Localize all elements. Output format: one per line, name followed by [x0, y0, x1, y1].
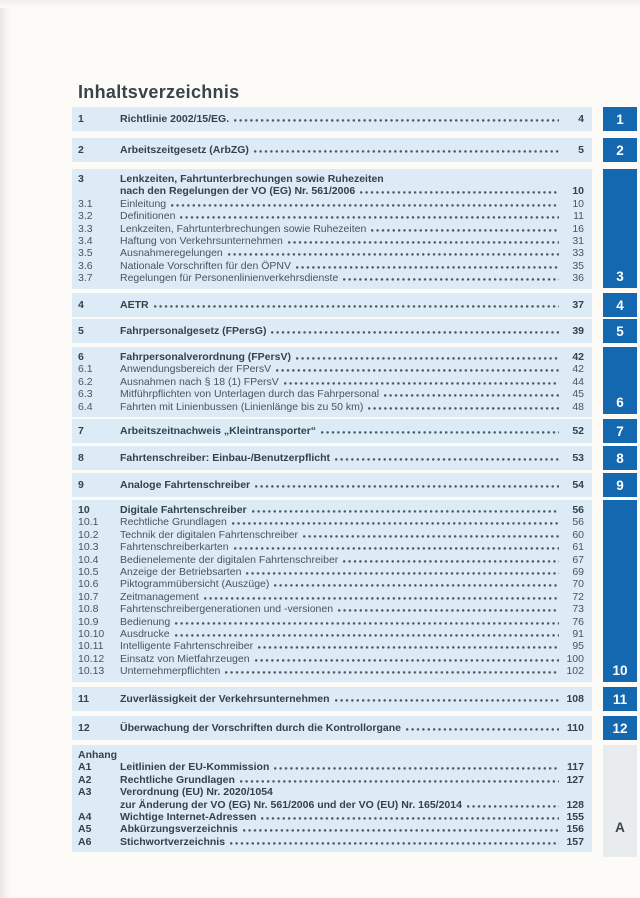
- toc-entry-number: 5: [78, 324, 84, 337]
- toc-section-block-8: [72, 446, 592, 470]
- toc-entry-title: Wichtige Internet-Adressen: [120, 811, 257, 824]
- thumb-tab-label: 2: [616, 142, 624, 158]
- toc-row: [72, 722, 584, 734]
- dot-leader: [274, 761, 559, 770]
- toc-row: [72, 185, 584, 197]
- dot-leader: [335, 452, 559, 461]
- toc-entry-title: Arbeitszeitnachweis „Kleintransporter“: [120, 424, 317, 437]
- dot-leader: [230, 836, 559, 845]
- toc-section-block-3: [72, 169, 592, 289]
- toc-entry-title: Einsatz von Mietfahrzeugen: [120, 652, 250, 665]
- toc-entry-title: Analoge Fahrtenschreiber: [120, 478, 251, 491]
- toc-row: [72, 452, 584, 464]
- dot-leader: [234, 541, 559, 550]
- toc-row: [72, 260, 584, 272]
- toc-entry-number: 3.4: [78, 235, 93, 248]
- toc-entry-number: 10: [78, 504, 90, 516]
- toc-entry-title: Überwachung der Vorschriften durch die Kontrollorgane: [120, 721, 402, 734]
- dot-leader: [180, 210, 559, 219]
- thumb-tab-8: [603, 446, 637, 470]
- toc-entry-title: Ausdrucke: [120, 628, 170, 641]
- dot-leader: [234, 113, 559, 122]
- toc-entry-page-number: 44: [572, 375, 584, 388]
- dot-leader: [255, 479, 559, 488]
- toc-entry-number: 10.9: [78, 615, 99, 628]
- toc-entry-number: 1: [78, 112, 84, 125]
- toc-row: [72, 351, 584, 363]
- toc-entry-number: 8: [78, 451, 84, 464]
- toc-entry-title: Richtlinie 2002/15/EG.: [120, 112, 230, 125]
- toc-entry-page-number: 5: [578, 143, 584, 156]
- toc-section-block-11: [72, 687, 592, 711]
- toc-entry-number: 3.2: [78, 210, 93, 223]
- thumb-tab-1: [603, 107, 637, 131]
- toc-entry-page-number: 61: [572, 541, 584, 554]
- toc-section-block-2: [72, 138, 592, 162]
- scan-left-edge-shadow: [0, 0, 12, 898]
- thumb-tab-3: [603, 169, 637, 288]
- toc-entry-number: 3.6: [78, 259, 93, 272]
- toc-row: [72, 325, 584, 337]
- toc-row: [72, 811, 584, 823]
- dot-leader: [368, 401, 559, 410]
- toc-entry-page-number: 53: [572, 451, 584, 464]
- toc-row: [72, 272, 584, 284]
- toc-entry-page-number: 156: [566, 823, 584, 836]
- toc-entry-title: Einleitung: [120, 197, 167, 210]
- dot-leader: [254, 144, 559, 153]
- toc-entry-page-number: 42: [572, 351, 584, 363]
- toc-entry-number: Anhang: [78, 749, 118, 761]
- toc-entry-number: 10.5: [78, 566, 99, 579]
- toc-row: [72, 578, 584, 590]
- dot-leader: [175, 628, 559, 637]
- thumb-tab-label: 8: [616, 450, 624, 466]
- dot-leader: [321, 425, 559, 434]
- dot-leader: [175, 616, 559, 625]
- toc-entry-title: Mitführpflichten von Unterlagen durch das Fahrpersonal: [120, 388, 380, 401]
- dot-leader: [384, 388, 559, 397]
- dot-leader: [255, 653, 559, 662]
- thumb-tab-label: 5: [616, 323, 624, 339]
- toc-row: [72, 749, 584, 761]
- thumb-tab-4: [603, 293, 637, 317]
- page-title: Inhaltsverzeichnis: [78, 82, 240, 102]
- toc-row: [72, 693, 584, 705]
- toc-entry-number: 4: [78, 298, 84, 311]
- dot-leader: [335, 693, 559, 702]
- dot-leader: [258, 640, 559, 649]
- toc-row: [72, 235, 584, 247]
- toc-entry-number: A4: [78, 811, 92, 824]
- toc-entry-number: 10.8: [78, 603, 99, 616]
- dot-leader: [252, 504, 559, 513]
- toc-entry-page-number: 108: [566, 692, 584, 705]
- toc-entry-page-number: 16: [572, 222, 584, 235]
- toc-entry-number: 6.3: [78, 388, 93, 401]
- toc-entry-page-number: 157: [566, 835, 584, 848]
- toc-row: [72, 223, 584, 235]
- toc-entry-number: A5: [78, 823, 92, 836]
- toc-entry-title: Fahrtenschreiberkarten: [120, 541, 229, 554]
- toc-entry-title: Anwendungsbereich der FPersV: [120, 363, 272, 376]
- dot-leader: [303, 529, 559, 538]
- toc-entry-title: Rechtliche Grundlagen: [120, 516, 227, 529]
- toc-row: [72, 299, 584, 311]
- toc-section-block-7: [72, 419, 592, 443]
- toc-entry-page-number: 52: [572, 424, 584, 437]
- toc-row: [72, 210, 584, 222]
- toc-entry-title: Rechtliche Grundlagen: [120, 773, 235, 786]
- toc-entry-number: 10.12: [78, 652, 105, 665]
- toc-entry-page-number: 95: [572, 640, 584, 653]
- toc-section-block-1: [72, 107, 592, 131]
- toc-section-block-13: [72, 745, 592, 852]
- dot-leader: [389, 173, 559, 182]
- toc-row: [72, 247, 584, 259]
- scan-top-edge-shadow: [0, 0, 640, 8]
- dot-leader: [467, 799, 559, 808]
- toc-entry-title: Piktogrammübersicht (Auszüge): [120, 578, 270, 591]
- toc-entry-page-number: 37: [572, 298, 584, 311]
- toc-entry-number: 9: [78, 478, 84, 491]
- dot-leader: [271, 325, 559, 334]
- toc-entry-title: Ausnahmeregelungen: [120, 247, 223, 260]
- toc-entry-number: 12: [78, 721, 90, 734]
- thumb-tab-label: 4: [616, 297, 624, 313]
- toc-row: [72, 504, 584, 516]
- dot-leader: [343, 272, 559, 281]
- toc-entry-number: 10.1: [78, 516, 99, 529]
- thumb-tab-7: [603, 419, 637, 443]
- toc-row: [72, 665, 584, 677]
- dot-leader: [360, 185, 559, 194]
- toc-entry-title: Unternehmerpflichten: [120, 665, 221, 678]
- dot-leader: [225, 665, 559, 674]
- toc-entry-number: 10.6: [78, 578, 99, 591]
- toc-entry-title: Fahrtenschreiber: Einbau-/Benutzerpflicht: [120, 451, 331, 464]
- thumb-tab-6: [603, 347, 637, 414]
- toc-entry-title: Lenkzeiten, Fahrtunterbrechungen sowie Ruhezeiten: [120, 173, 384, 185]
- toc-entry-number: 10.2: [78, 528, 99, 541]
- toc-entry-number: 10.3: [78, 541, 99, 554]
- toc-entry-title: Regelungen für Personenlinienverkehrsdienste: [120, 272, 339, 285]
- toc-entry-page-number: 67: [572, 553, 584, 566]
- dot-leader: [232, 516, 559, 525]
- dot-leader: [276, 363, 559, 372]
- toc-entry-page-number: 60: [572, 528, 584, 541]
- toc-row: [72, 541, 584, 553]
- toc-entry-title: Leitlinien der EU-Kommission: [120, 761, 270, 774]
- toc-entry-number: 2: [78, 143, 84, 156]
- dot-leader: [261, 811, 559, 820]
- toc-entry-number: 6: [78, 351, 84, 363]
- toc-row: [72, 823, 584, 835]
- toc-entry-number: 3.3: [78, 222, 93, 235]
- dot-leader: [278, 786, 559, 795]
- toc-entry-number: A2: [78, 773, 92, 786]
- toc-entry-number: 3.1: [78, 197, 93, 210]
- toc-entry-title: Technik der digitalen Fahrtenschreiber: [120, 528, 299, 541]
- toc-row: [72, 376, 584, 388]
- toc-entry-title: Abkürzungsverzeichnis: [120, 823, 238, 836]
- toc-entry-page-number: 102: [566, 665, 584, 678]
- toc-section-block-9: [72, 473, 592, 497]
- toc-row: [72, 836, 584, 848]
- toc-row: [72, 173, 584, 185]
- toc-row: [72, 388, 584, 400]
- toc-row: [72, 479, 584, 491]
- toc-entry-page-number: 56: [572, 504, 584, 516]
- thumb-tab-5: [603, 319, 637, 343]
- toc-entry-page-number: 127: [566, 773, 584, 786]
- toc-entry-page-number: 54: [572, 478, 584, 491]
- toc-row: [72, 529, 584, 541]
- toc-section-block-6: [72, 347, 592, 417]
- toc-entry-number: 3.7: [78, 272, 93, 285]
- toc-entry-page-number: 110: [567, 721, 584, 734]
- toc-row: [72, 799, 584, 811]
- thumb-tab-A: [603, 745, 637, 857]
- toc-entry-page-number: 100: [566, 652, 584, 665]
- thumb-tab-9: [603, 473, 637, 497]
- toc-entry-title: Haftung von Verkehrsunternehmen: [120, 235, 283, 248]
- toc-entry-number: 3.5: [78, 247, 93, 260]
- toc-entry-page-number: 73: [572, 603, 584, 616]
- toc-section-block-5: [72, 319, 592, 343]
- dot-leader: [171, 198, 559, 207]
- toc-section-block-12: [72, 716, 592, 740]
- toc-entry-number: A6: [78, 835, 92, 848]
- thumb-tab-label: 12: [612, 720, 628, 736]
- toc-entry-title: Definitionen: [120, 210, 176, 223]
- toc-entry-title: Nationale Vorschriften für den ÖPNV: [120, 259, 292, 272]
- toc-entry-page-number: 11: [573, 210, 584, 223]
- toc-entry-number: 10.4: [78, 553, 99, 566]
- dot-leader: [228, 247, 559, 256]
- toc-entry-title: Bedienelemente der digitalen Fahrtenschreiber: [120, 553, 339, 566]
- toc-entry-number: 3: [78, 173, 84, 185]
- toc-entry-number: 10.13: [78, 665, 105, 678]
- toc-entry-number: 10.11: [78, 640, 104, 653]
- toc-row: [72, 554, 584, 566]
- dot-leader: [288, 235, 559, 244]
- dot-leader: [246, 566, 559, 575]
- toc-entry-page-number: 117: [567, 761, 584, 774]
- toc-row: [72, 363, 584, 375]
- toc-entry-title: zur Änderung der VO (EG) Nr. 561/2006 und der VO (EU) Nr. 165/2014: [120, 798, 462, 811]
- toc-section-block-4: [72, 293, 592, 317]
- toc-row: [72, 640, 584, 652]
- toc-entry-number: 6.2: [78, 375, 93, 388]
- toc-entry-number: 6.4: [78, 400, 93, 413]
- toc-entry-title: Fahrpersonalverordnung (FPersV): [120, 351, 291, 363]
- thumb-tab-label: 7: [616, 423, 624, 439]
- dot-leader: [371, 223, 559, 232]
- toc-entry-page-number: 70: [572, 578, 584, 591]
- toc-row: [72, 198, 584, 210]
- toc-row: [72, 113, 584, 125]
- toc-row: [72, 401, 584, 413]
- toc-entry-page-number: 31: [572, 235, 584, 248]
- toc-entry-number: 7: [78, 424, 84, 437]
- toc-entry-title: Fahrpersonalgesetz (FPersG): [120, 324, 267, 337]
- toc-entry-title: Lenkzeiten, Fahrtunterbrechungen sowie Ruhezeiten: [120, 222, 367, 235]
- thumb-tab-12: [603, 716, 637, 740]
- dot-leader: [296, 351, 559, 360]
- toc-entry-page-number: 56: [572, 516, 584, 529]
- toc-entry-title: Bedienung: [120, 615, 171, 628]
- dot-leader: [243, 823, 559, 832]
- toc-entry-title: Digitale Fahrtenschreiber: [120, 504, 247, 516]
- dot-leader: [406, 722, 559, 731]
- toc-entry-title: AETR: [120, 298, 149, 311]
- toc-entry-number: A3: [78, 786, 92, 799]
- dot-leader: [154, 299, 559, 308]
- thumb-tab-10: [603, 500, 637, 682]
- toc-row: [72, 786, 584, 798]
- toc-entry-page-number: 10: [572, 197, 584, 210]
- toc-entry-number: 11: [78, 692, 90, 705]
- toc-entry-page-number: 42: [572, 363, 584, 376]
- toc-row: [72, 603, 584, 615]
- toc-entry-page-number: 155: [566, 811, 584, 824]
- thumb-tab-label: 9: [616, 477, 624, 493]
- toc-row: [72, 516, 584, 528]
- toc-entry-title: Stichwortverzeichnis: [120, 835, 226, 848]
- toc-entry-number: 10.7: [78, 590, 99, 603]
- toc-row: [72, 628, 584, 640]
- toc-row: [72, 653, 584, 665]
- thumb-tab-2: [603, 138, 637, 162]
- thumb-tab-label: A: [615, 820, 625, 835]
- toc-entry-page-number: 128: [566, 798, 584, 811]
- toc-entry-page-number: 10: [572, 185, 584, 198]
- dot-leader: [125, 749, 559, 758]
- toc-entry-page-number: 39: [572, 324, 584, 337]
- dot-leader: [204, 591, 559, 600]
- toc-entry-title: Arbeitszeitgesetz (ArbZG): [120, 143, 249, 156]
- toc-entry-title: nach den Regelungen der VO (EG) Nr. 561/2006: [120, 185, 356, 198]
- toc-row: [72, 774, 584, 786]
- dot-leader: [296, 260, 559, 269]
- toc-entry-title: Fahrten mit Linienbussen (Linienlänge bis zu 50 km): [120, 400, 364, 413]
- dot-leader: [338, 603, 559, 612]
- dot-leader: [240, 774, 559, 783]
- toc-entry-page-number: 45: [572, 388, 584, 401]
- toc-entry-number: 10.10: [78, 628, 105, 641]
- toc-entry-number: A1: [78, 761, 92, 774]
- toc-entry-title: Verordnung (EU) Nr. 2020/1054: [120, 786, 273, 799]
- toc-entry-page-number: 4: [578, 112, 584, 125]
- thumb-tab-label: 6: [616, 395, 624, 410]
- thumb-tab-label: 10: [612, 663, 628, 678]
- toc-entry-page-number: 35: [572, 259, 584, 272]
- toc-entry-page-number: 72: [572, 590, 584, 603]
- dot-leader: [343, 554, 559, 563]
- dot-leader: [284, 376, 559, 385]
- toc-entry-page-number: 91: [572, 628, 584, 641]
- toc-entry-title: Ausnahmen nach § 18 (1) FPersV: [120, 375, 279, 388]
- toc-entry-title: Fahrtenschreibergenerationen und -versionen: [120, 603, 334, 616]
- toc-entry-title: Zuverlässigkeit der Verkehrsunternehmen: [120, 692, 330, 705]
- toc-entry-page-number: 69: [572, 566, 584, 579]
- toc-entry-page-number: 48: [572, 400, 584, 413]
- thumb-tab-label: 1: [616, 111, 624, 127]
- toc-row: [72, 761, 584, 773]
- toc-entry-page-number: 76: [572, 615, 584, 628]
- toc-entry-title: Intelligente Fahrtenschreiber: [120, 640, 254, 653]
- toc-section-block-10: [72, 500, 592, 682]
- toc-entry-number: 6.1: [78, 363, 93, 376]
- toc-entry-page-number: 36: [572, 272, 584, 285]
- toc-row: [72, 591, 584, 603]
- thumb-tab-label: 3: [616, 269, 624, 284]
- toc-entry-title: Zeitmanagement: [120, 590, 199, 603]
- thumb-tab-11: [603, 687, 637, 711]
- toc-row: [72, 566, 584, 578]
- toc-entry-page-number: 33: [572, 247, 584, 260]
- dot-leader: [274, 578, 559, 587]
- toc-row: [72, 425, 584, 437]
- thumb-tab-label: 11: [612, 691, 628, 707]
- toc-row: [72, 144, 584, 156]
- toc-entry-title: Anzeige der Betriebsarten: [120, 566, 242, 579]
- toc-row: [72, 616, 584, 628]
